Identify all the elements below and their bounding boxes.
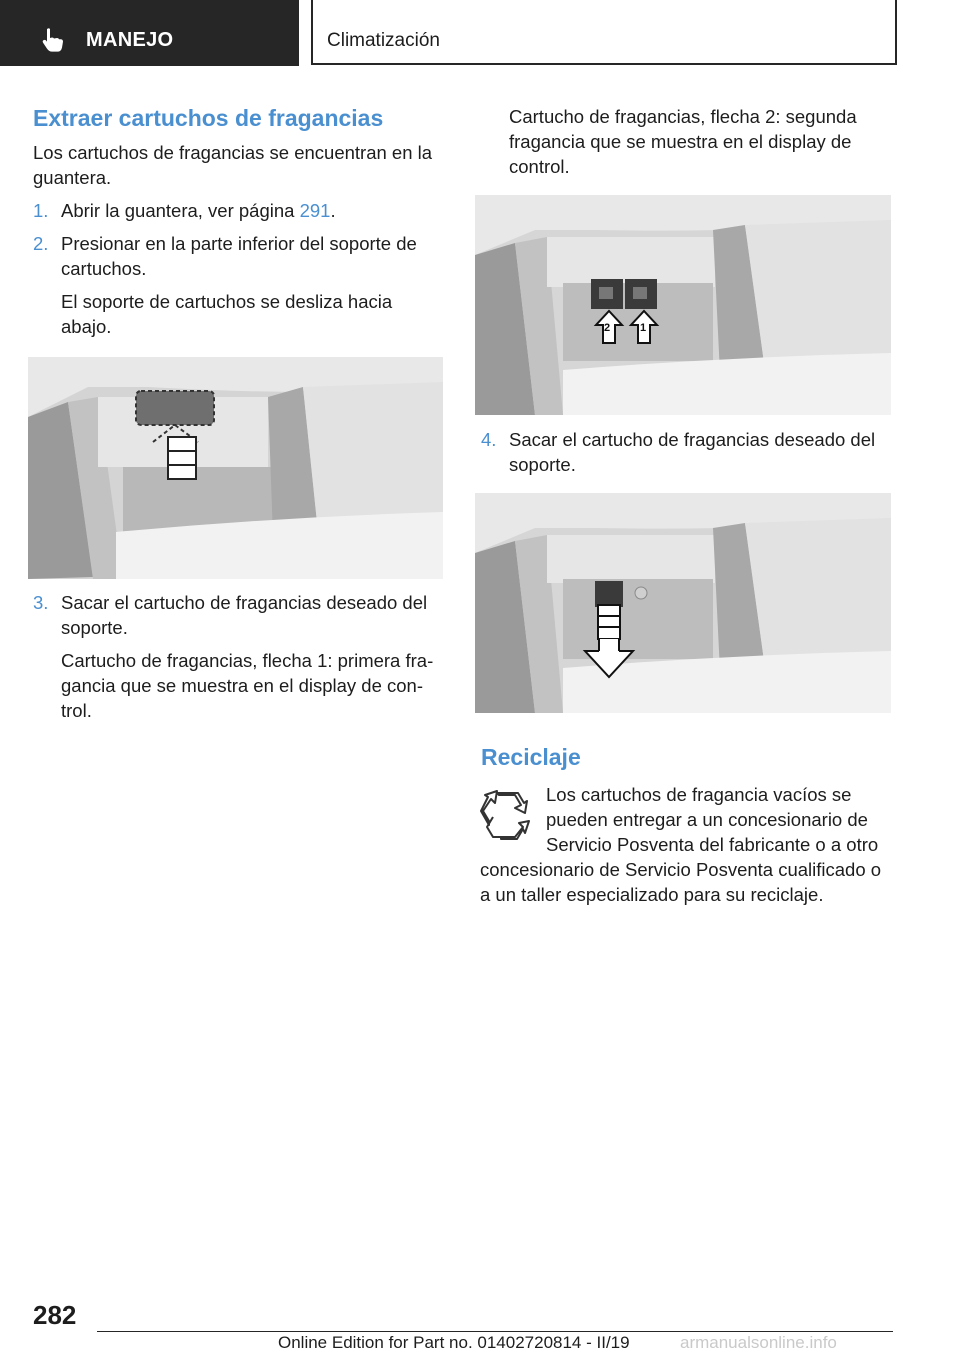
hand-pointer-icon	[38, 26, 66, 54]
step-note: Cartucho de fragancias, flecha 1: primera fra-gancia que se muestra en el display de con-trol.	[61, 650, 434, 721]
section-tab	[0, 0, 299, 66]
step-number: 2.	[33, 233, 49, 254]
glovebox-photo-cartridges	[475, 195, 891, 415]
recycle-heading: Reciclaje	[481, 744, 581, 770]
left-column	[33, 104, 445, 339]
recycle-text: Los cartuchos de fragancia vacíos se pueden entregar a un concesionario de Servicio Posventa del fabricante o a otro concesionario de Servicio Posventa cualificado o a un taller especializado para su reciclaje.	[480, 784, 882, 905]
watermark: armanualsonline.info	[680, 1333, 837, 1352]
step-number: 3.	[33, 592, 49, 613]
step-1	[33, 198, 445, 223]
right-column-step4	[481, 427, 893, 477]
footer-rule	[97, 1331, 893, 1332]
chapter-tab	[311, 0, 897, 65]
step-text: Abrir la guantera, ver página	[61, 200, 300, 221]
step-4	[481, 427, 893, 477]
page-number: 282	[33, 1300, 77, 1330]
left-column-lower	[33, 590, 445, 723]
page-link[interactable]: 291	[299, 200, 331, 221]
step-end: .	[330, 200, 336, 221]
step-2	[33, 231, 445, 281]
section-heading: Extraer cartuchos de fragancias	[33, 105, 384, 131]
step-note: Cartucho de fragancias, flecha 2: segunda fragancia que se muestra en el display de control.	[509, 106, 857, 177]
step-3	[33, 590, 445, 640]
step-number: 4.	[481, 429, 497, 450]
arrow-label-1: 1	[640, 322, 647, 334]
section-label: MANEJO	[86, 29, 174, 51]
removal-illustration	[475, 493, 891, 713]
step-text: Presionar en la parte inferior del soporte de cartuchos.	[61, 233, 417, 279]
step-number: 1.	[33, 200, 49, 221]
arrow-label-2: 2	[604, 322, 611, 334]
right-column	[475, 104, 893, 179]
intro-text: Los cartuchos de fragancias se encuentran en la guantera.	[33, 142, 433, 188]
glovebox-illustration	[28, 357, 443, 579]
step-note: El soporte de cartuchos se desliza hacia abajo.	[61, 291, 393, 337]
recycle-text-block	[480, 782, 892, 907]
step-text: Sacar el cartucho de fragancias deseado del soporte.	[509, 429, 876, 475]
cartridge-illustration	[475, 195, 891, 415]
chapter-title: Climatización	[327, 30, 440, 51]
glovebox-photo-remove	[475, 493, 891, 713]
step-text: Sacar el cartucho de fragancias deseado del soporte.	[61, 592, 428, 638]
glovebox-photo-press	[28, 357, 443, 579]
edition-note: Online Edition for Part no. 01402720814 - II/19	[278, 1333, 630, 1352]
